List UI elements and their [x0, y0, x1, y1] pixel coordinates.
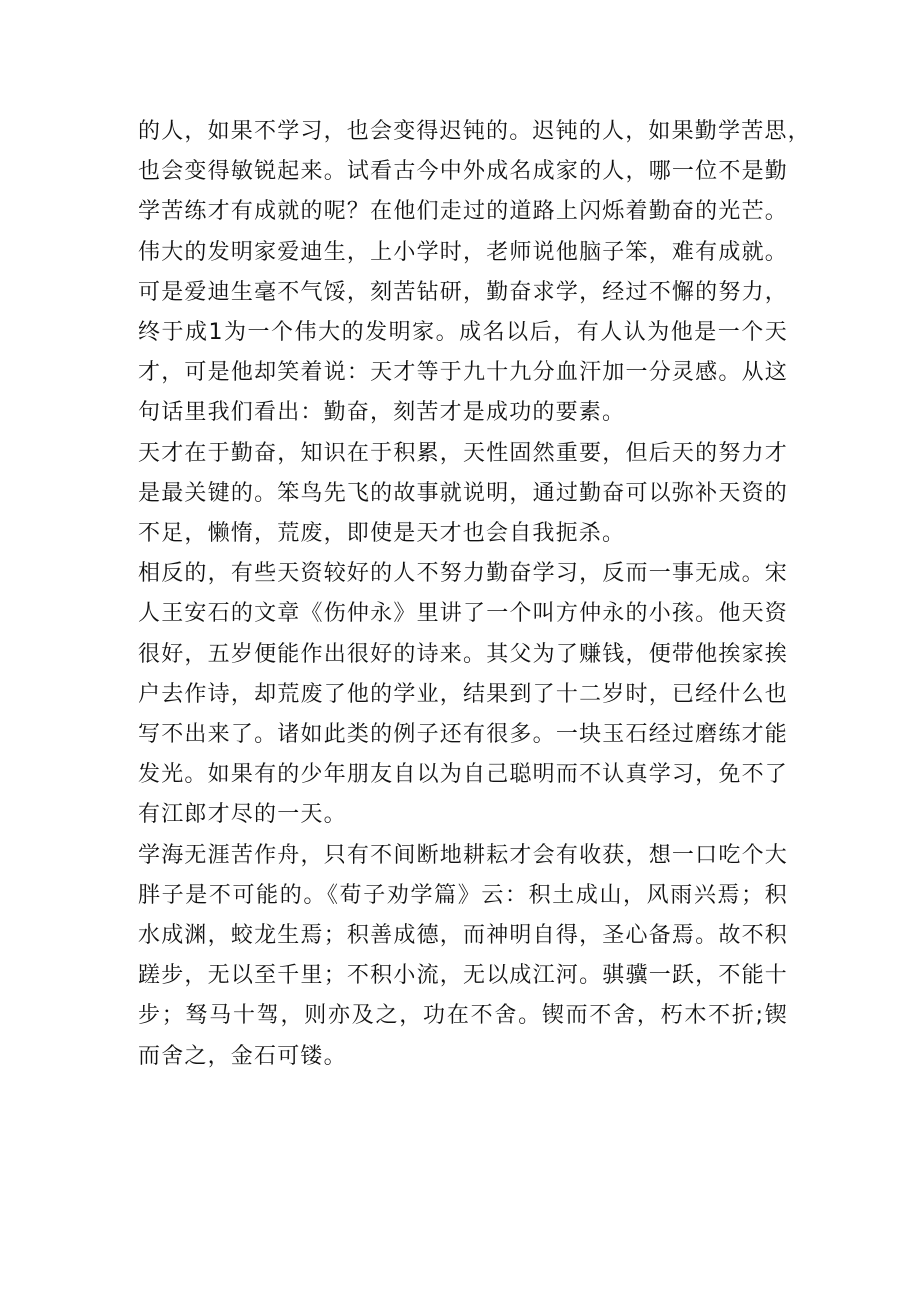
text-line: 也会变得敏锐起来。试看古今中外成名成家的人，哪一位不是勤: [138, 159, 788, 185]
paragraph-counter-example: [138, 554, 788, 835]
text-line: 水成渊，蛟龙生焉；积善成德，而神明自得，圣心备焉。故不积: [138, 923, 788, 949]
text-line: 人王安石的文章《伤仲永》里讲了一个叫方仲永的小孩。他天资: [138, 601, 788, 627]
text-line: 的人，如果不学习，也会变得迟钝的。迟钝的人，如果勤学苦思，: [138, 119, 811, 144]
text-line: 相反的，有些天资较好的人不努力勤奋学习，反而一事无成。宋: [138, 561, 788, 587]
text-line: 伟大的发明家爱迪生，上小学时，老师说他脑子笨，难有成就。: [138, 239, 788, 265]
text-line: 蹉步，无以至千里；不积小流，无以成江河。骐骥一跃，不能十: [138, 963, 788, 989]
text-line: 胖子是不可能的。《荀子劝学篇》云：积土成山，风雨兴焉；积: [138, 882, 788, 908]
text-line: 不足，懒惰，荒废，即使是天才也会自我扼杀。: [138, 521, 626, 547]
text-line: 学苦练才有成就的呢？在他们走过的道路上闪烁着勤奋的光芒。: [138, 199, 788, 225]
text-line: 才，可是他却笑着说：天才等于九十九分血汗加一分灵感。从这: [138, 360, 788, 386]
text-line: 有江郎才尽的一天。: [138, 802, 347, 828]
text-line: 学海无涯苦作舟，只有不间断地耕耘才会有收获，想一口吃个大: [138, 842, 788, 868]
text-line: 可是爱迪生毫不气馁，刻苦钻研，勤奋求学，经过不懈的努力，: [138, 279, 788, 305]
paragraph-talent-and-effort: [138, 434, 788, 555]
text-line: 是最关键的。笨鸟先飞的故事就说明，通过勤奋可以弥补天资的: [138, 480, 788, 506]
text-line: 很好，五岁便能作出很好的诗来。其父为了赚钱，便带他挨家挨: [138, 641, 788, 667]
text-line: 句话里我们看出：勤奋，刻苦才是成功的要素。: [138, 400, 626, 426]
text-line: 而舍之，金石可镂。: [138, 1043, 347, 1069]
text-line: 步；驽马十驾，则亦及之，功在不舍。锲而不舍，朽木不折;锲: [138, 1003, 788, 1029]
paragraph-diligence-examples: [138, 112, 811, 434]
text-line: 户去作诗，却荒废了他的学业，结果到了十二岁时，已经什么也: [138, 681, 788, 707]
paragraph-xunzi-quote: [138, 836, 788, 1077]
text-line: 发光。如果有的少年朋友自以为自己聪明而不认真学习，免不了: [138, 762, 788, 788]
text-line: 天才在于勤奋，知识在于积累，天性固然重要，但后天的努力才: [138, 440, 788, 466]
document-body: [138, 112, 811, 1077]
text-line: 写不出来了。诸如此类的例子还有很多。一块玉石经过磨练才能: [138, 722, 788, 748]
text-line: 终于成1为一个伟大的发明家。成名以后，有人认为他是一个天: [138, 320, 788, 346]
